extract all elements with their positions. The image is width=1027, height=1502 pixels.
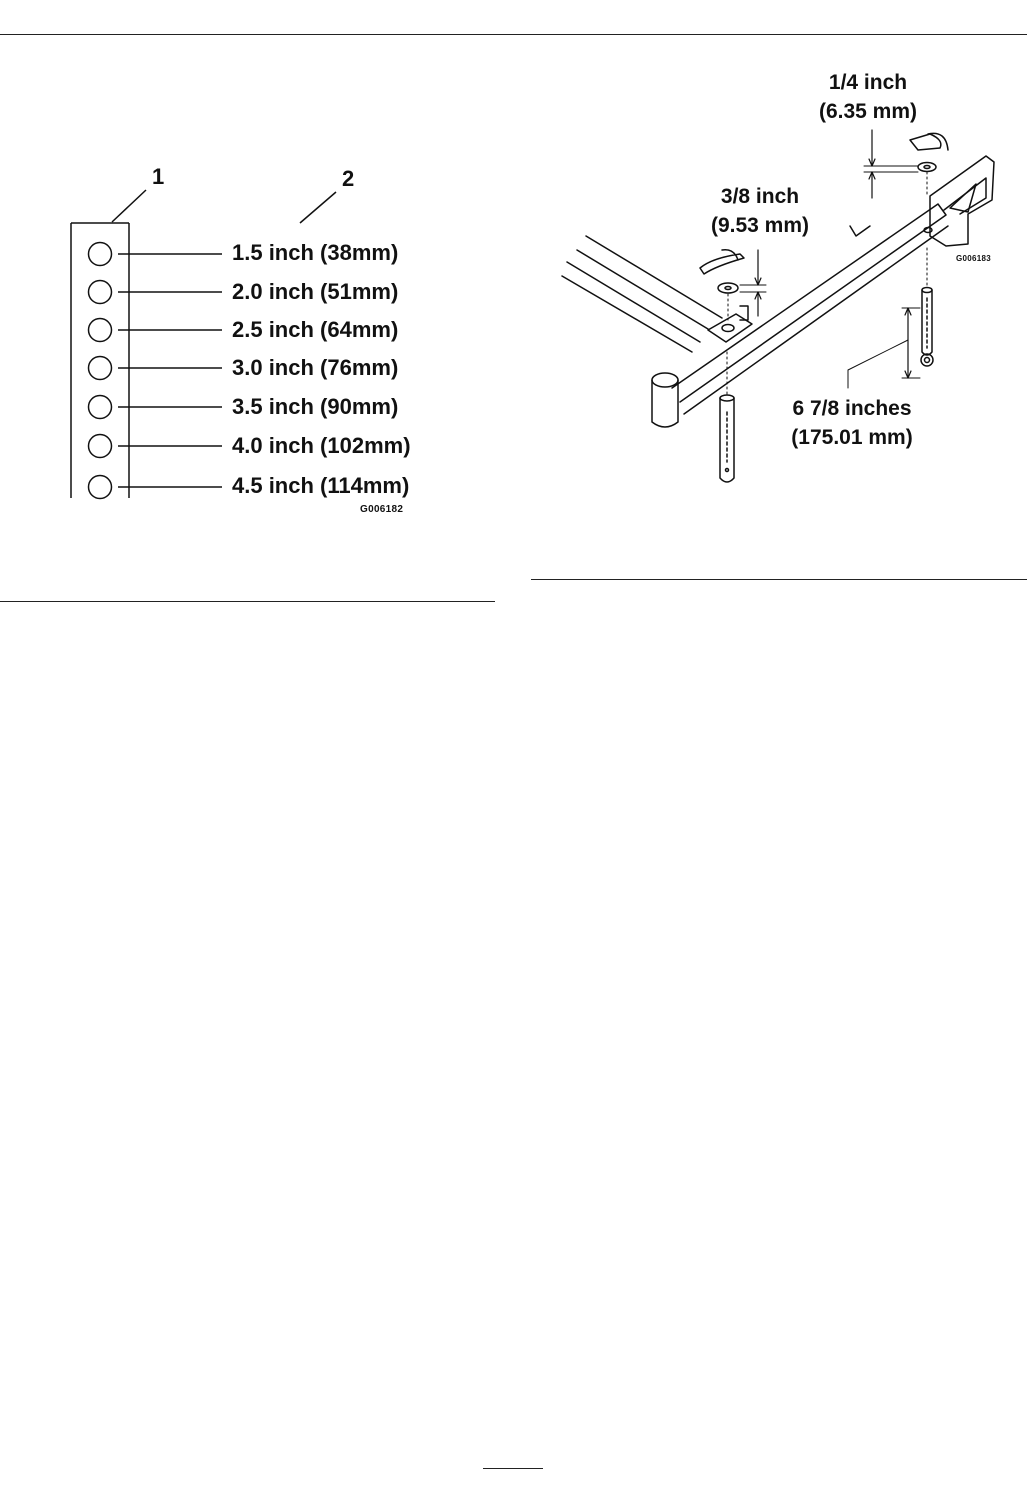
washer-mid-hole: [725, 287, 731, 290]
lower-pin-hole: [726, 469, 729, 472]
figure-code-right: G006183: [956, 254, 992, 263]
bracket-triangle: [950, 184, 976, 212]
side-rail-upper: [586, 236, 722, 318]
dim-mid-mm: (9.53 mm): [710, 214, 810, 237]
dim-top-mm: (6.35 mm): [818, 100, 918, 123]
height-label-3: 2.5 inch (64mm): [232, 317, 399, 342]
height-label-1: 1.5 inch (38mm): [232, 240, 399, 265]
dim-bottom-mm: (175.01 mm): [791, 426, 913, 449]
side-rail-upper-inner: [577, 250, 708, 329]
lower-pin-top: [720, 395, 734, 401]
height-rod-eye-inner: [925, 358, 930, 363]
dim-rod-leader: [848, 340, 908, 388]
side-rail-lower: [567, 262, 700, 342]
dim-top-inch: 1/4 inch: [828, 71, 908, 94]
dim-top-label: [800, 68, 936, 126]
height-rod-top: [922, 288, 932, 293]
height-label-4: 3.0 inch (76mm): [232, 355, 399, 380]
washer-mid: [718, 283, 738, 293]
washer-top: [918, 163, 936, 172]
dim-mid-label: [692, 182, 828, 240]
hairpin-clip-mid: [700, 250, 744, 274]
dim-bottom-inch: 6 7/8 inches: [792, 397, 912, 420]
dim-mid-inch: 3/8 inch: [720, 185, 800, 208]
height-label-6: 4.0 inch (102mm): [232, 433, 411, 458]
washer-top-hole: [924, 166, 930, 169]
height-label-5: 3.5 inch (90mm): [232, 394, 399, 419]
lower-pin: [720, 398, 734, 482]
figure-code-left: G006182: [360, 504, 404, 515]
hairpin-clip-top: [910, 133, 948, 150]
mount-plate-hole: [722, 325, 734, 332]
page-number-rule: [483, 1468, 543, 1469]
height-label-7: 4.5 inch (114mm): [232, 473, 410, 498]
dim-bottom-label: [772, 394, 932, 452]
callout-1: 1: [152, 164, 165, 189]
arm-rod: [850, 226, 870, 236]
callout-2: 2: [342, 166, 355, 191]
end-tube-top: [652, 373, 678, 387]
height-rod-eye: [921, 354, 933, 366]
height-label-2: 2.0 inch (51mm): [232, 279, 399, 304]
